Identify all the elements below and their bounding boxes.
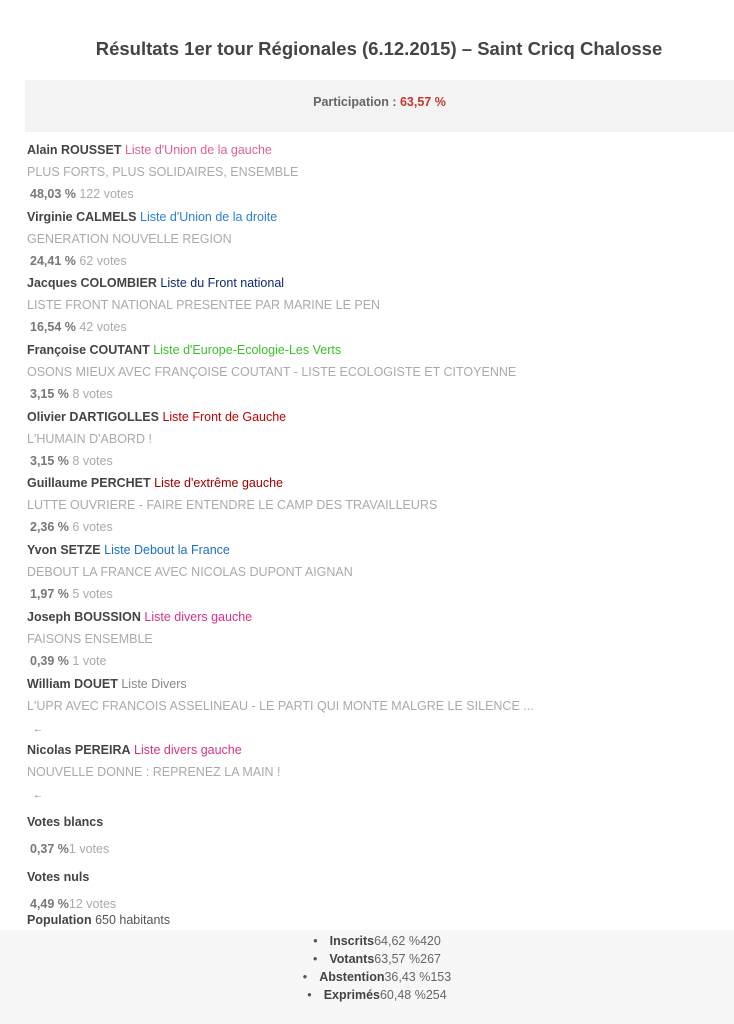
stat-item — [0, 968, 734, 986]
candidate-result — [27, 786, 727, 809]
results-list — [27, 142, 727, 809]
candidate-result — [27, 453, 727, 476]
blank-votes — [27, 814, 727, 857]
stat-percent: 64,62 % — [374, 934, 420, 948]
stats-list — [0, 932, 734, 1004]
candidate-item — [27, 475, 727, 542]
candidate-votes: 5 votes — [72, 587, 113, 602]
candidate-result — [27, 720, 727, 743]
candidate-item — [27, 609, 727, 676]
stats-box — [0, 930, 734, 1024]
page-title: Résultats 1er tour Régionales (6.12.2015) – Saint Cricq Chalosse — [95, 38, 663, 59]
stat-label: Votants — [329, 952, 375, 966]
null-votes-label: Votes nuls — [27, 870, 90, 884]
candidate-item — [27, 275, 727, 342]
stat-percent: 60,48 % — [379, 988, 426, 1002]
candidate-slogan: PLUS FORTS, PLUS SOLIDAIRES, ENSEMBLE — [27, 165, 299, 179]
stat-count: 254 — [425, 988, 447, 1002]
blank-votes-pct: 0,37 % — [30, 842, 69, 856]
candidate-list-name: Liste Front de Gauche — [162, 409, 287, 424]
candidate-header — [27, 409, 727, 431]
candidate-list-name: Liste Debout la France — [104, 543, 230, 558]
population-label: Population — [27, 913, 92, 927]
candidate-votes: 62 votes — [79, 253, 127, 268]
candidate-header — [27, 475, 727, 497]
candidate-votes: 122 votes — [79, 187, 134, 201]
candidate-slogan: OSONS MIEUX AVEC FRANÇOISE COUTANT - LISTE ECOLOGISTE ET CITOYENNE — [27, 365, 517, 380]
candidate-list-name: Liste d'Europe-Ecologie-Les Verts — [153, 343, 342, 358]
arrow-left-icon: ← — [33, 790, 43, 802]
stat-item — [0, 950, 734, 968]
candidate-item — [27, 742, 727, 809]
arrow-left-icon: ← — [33, 723, 43, 735]
blank-votes-label: Votes blancs — [27, 815, 104, 829]
participation-line — [25, 95, 734, 109]
candidate-percent: 1,97 % — [30, 587, 69, 602]
candidate-percent: 2,36 % — [30, 520, 69, 535]
candidate-slogan: FAISONS ENSEMBLE — [27, 631, 153, 646]
candidate-list-name: Liste d'Union de la droite — [140, 209, 278, 224]
candidate-result — [27, 186, 727, 209]
stat-label: Abstention — [319, 970, 385, 984]
candidate-slogan: DEBOUT LA FRANCE AVEC NICOLAS DUPONT AIGNAN — [27, 565, 353, 580]
candidate-name: Nicolas PEREIRA — [27, 743, 131, 758]
candidate-name: Virginie CALMELS — [27, 209, 137, 224]
candidate-percent: 3,15 % — [30, 387, 69, 402]
candidate-name: Yvon SETZE — [27, 543, 101, 558]
candidate-percent: 0,39 % — [30, 653, 69, 668]
candidate-item — [27, 676, 727, 743]
candidate-header — [27, 742, 727, 764]
candidate-percent: 16,54 % — [30, 320, 76, 335]
candidate-votes: 6 votes — [72, 520, 113, 535]
candidate-slogan: L'HUMAIN D'ABORD ! — [27, 431, 152, 446]
candidate-header — [27, 542, 727, 564]
candidate-name: William DOUET — [27, 676, 118, 691]
candidate-slogan: L'UPR AVEC FRANCOIS ASSELINEAU - LE PARTI QUI MONTE MALGRE LE SILENCE ... — [27, 698, 534, 713]
candidate-percent: 24,41 % — [30, 253, 76, 268]
candidate-item — [27, 142, 727, 209]
candidate-header — [27, 275, 727, 297]
candidate-result — [27, 586, 727, 609]
candidate-percent: 48,03 % — [30, 187, 76, 201]
candidate-name: Guillaume PERCHET — [27, 476, 151, 491]
candidate-list-name: Liste d'Union de la gauche — [124, 143, 272, 157]
stat-count: 420 — [419, 934, 441, 948]
candidate-votes: 1 vote — [72, 653, 107, 668]
candidate-votes: 8 votes — [72, 387, 113, 402]
candidate-name: Jacques COLOMBIER — [27, 276, 157, 291]
candidate-list-name: Liste Divers — [121, 676, 187, 691]
candidate-result — [27, 653, 727, 676]
stat-label: Inscrits — [329, 934, 375, 948]
candidate-result — [27, 519, 727, 542]
blank-votes-result — [27, 841, 727, 857]
candidate-header — [27, 342, 727, 364]
candidate-votes: 42 votes — [79, 320, 127, 335]
candidate-slogan: GENERATION NOUVELLE REGION — [27, 231, 232, 246]
null-votes-count: 12 votes — [68, 897, 117, 911]
participation-label: Participation : — [313, 95, 397, 109]
stat-percent: 36,43 % — [384, 970, 431, 984]
candidate-result — [27, 319, 727, 342]
candidate-slogan: LISTE FRONT NATIONAL PRESENTEE PAR MARINE LE PEN — [27, 298, 381, 313]
candidate-item — [27, 209, 727, 276]
candidate-name: Alain ROUSSET — [27, 143, 122, 157]
candidate-result — [27, 253, 727, 276]
blank-votes-count: 1 votes — [68, 842, 110, 856]
candidate-name: Françoise COUTANT — [27, 343, 150, 358]
stat-count: 267 — [420, 952, 442, 966]
population-line — [27, 913, 170, 927]
candidate-header — [27, 609, 727, 631]
candidate-list-name: Liste divers gauche — [144, 609, 253, 624]
candidate-votes: 8 votes — [72, 453, 113, 468]
stat-percent: 63,57 % — [374, 952, 421, 966]
candidate-name: Joseph BOUSSION — [27, 609, 141, 624]
candidate-result — [27, 386, 727, 409]
candidate-header — [27, 209, 727, 231]
bullet-icon: • — [302, 970, 308, 984]
bullet-icon: • — [307, 988, 312, 1002]
candidate-list-name: Liste divers gauche — [134, 743, 242, 758]
null-votes — [27, 869, 727, 912]
candidate-item — [27, 342, 727, 409]
stat-label: Exprimés — [323, 988, 380, 1002]
candidate-slogan: NOUVELLE DONNE : REPRENEZ LA MAIN ! — [27, 765, 281, 780]
candidate-percent: 3,15 % — [30, 453, 69, 468]
bullet-icon: • — [312, 952, 318, 966]
participation-value: 63,57 % — [399, 95, 446, 109]
candidate-item — [27, 409, 727, 476]
candidate-list-name: Liste du Front national — [160, 276, 285, 291]
candidate-header — [27, 676, 727, 698]
null-votes-pct: 4,49 % — [30, 897, 69, 911]
candidate-slogan: LUTTE OUVRIERE - FAIRE ENTENDRE LE CAMP DES TRAVAILLEURS — [27, 498, 438, 513]
candidate-header — [27, 142, 727, 164]
stat-item — [0, 986, 734, 1004]
candidate-name: Olivier DARTIGOLLES — [27, 409, 159, 424]
population-value: 650 habitants — [95, 913, 171, 927]
bullet-icon: • — [313, 934, 318, 948]
participation-box — [25, 80, 734, 132]
stat-count: 153 — [430, 970, 452, 984]
candidate-item — [27, 542, 727, 609]
null-votes-result — [27, 896, 727, 912]
candidate-list-name: Liste d'extrême gauche — [154, 476, 283, 491]
stat-item — [0, 932, 734, 950]
